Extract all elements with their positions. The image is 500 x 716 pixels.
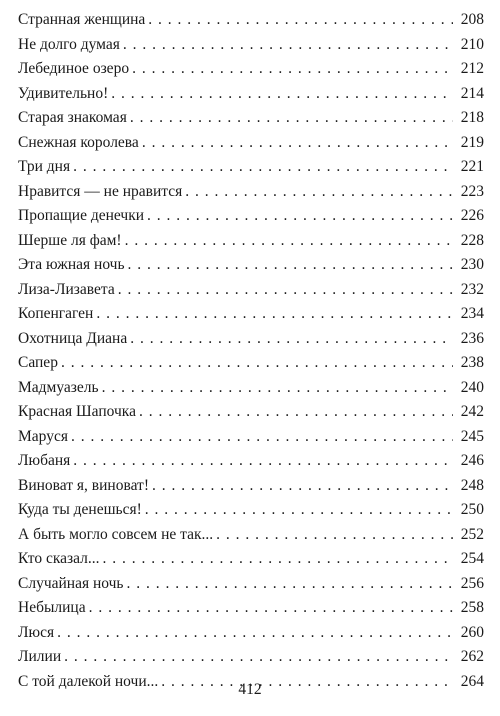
toc-entry-title: А быть могло совсем не так... <box>18 525 214 543</box>
toc-dot-leader <box>126 572 453 597</box>
toc-entry <box>18 229 484 254</box>
toc-entry-title: Любаня <box>18 452 71 469</box>
toc-entry-page: 254 <box>460 550 484 567</box>
toc-dot-leader <box>73 155 453 180</box>
toc-entry <box>18 474 484 499</box>
toc-dot-leader <box>103 547 454 572</box>
toc-entry-page: 238 <box>460 354 484 371</box>
toc-entry-page: 212 <box>460 60 484 77</box>
toc-entry-page: 214 <box>460 84 484 102</box>
toc-entry-page: 256 <box>460 574 484 592</box>
toc-entry-page: 208 <box>460 11 484 28</box>
toc-entry <box>18 572 484 597</box>
toc-entry <box>18 376 484 401</box>
toc-dot-leader <box>125 229 453 254</box>
toc-dot-leader <box>111 82 453 107</box>
toc-entry <box>18 155 484 180</box>
toc-dot-leader <box>71 425 453 450</box>
toc-entry <box>18 351 484 376</box>
toc-entry <box>18 33 484 58</box>
toc-entry-page: 252 <box>460 525 484 543</box>
toc-entry-title: Лебединое озеро <box>18 60 130 77</box>
toc-dot-leader <box>216 523 453 548</box>
toc-entry-title: Удивительно! <box>18 84 109 102</box>
toc-entry-page: 236 <box>460 329 484 347</box>
toc-dot-leader <box>145 498 453 523</box>
toc-entry-page: 248 <box>460 476 484 494</box>
toc-dot-leader <box>152 474 453 499</box>
toc-entry-title: Случайная ночь <box>18 574 124 592</box>
toc-entry <box>18 523 484 548</box>
toc-entry <box>18 131 484 156</box>
toc-entry-title: Красная Шапочка <box>18 403 136 420</box>
toc-entry-title: Не долго думая <box>18 35 120 53</box>
toc-entry-page: 221 <box>460 158 484 175</box>
toc-entry-page: 230 <box>460 256 484 273</box>
toc-entry <box>18 449 484 474</box>
toc-entry-title: Странная женщина <box>18 11 146 28</box>
toc-entry-title: Нравится — не нравится <box>18 182 183 200</box>
toc-entry-title: Мадмуазель <box>18 378 99 396</box>
toc-entry-page: 226 <box>460 207 484 224</box>
toc-dot-leader <box>64 645 453 670</box>
toc-entry-page: 219 <box>460 133 484 151</box>
page-number: 412 <box>238 681 262 698</box>
toc-entry-title: Кто сказал... <box>18 550 100 567</box>
toc-dot-leader <box>57 621 453 646</box>
toc-entry-title: Небылица <box>18 599 86 616</box>
toc-entry <box>18 204 484 229</box>
toc-entry-title: Старая знакомая <box>18 109 127 126</box>
toc-entry-page: 245 <box>460 427 484 445</box>
toc-entry-title: Снежная королева <box>18 133 139 151</box>
toc-entry-page: 240 <box>460 378 484 396</box>
toc-entry <box>18 82 484 107</box>
toc-entry <box>18 278 484 303</box>
toc-dot-leader <box>147 204 453 229</box>
toc-entry-page: 228 <box>460 231 484 249</box>
toc-dot-leader <box>128 253 453 278</box>
toc-entry-title: Три дня <box>18 158 71 175</box>
table-of-contents <box>18 8 484 694</box>
toc-entry-page: 262 <box>460 648 484 665</box>
toc-entry-page: 218 <box>460 109 484 126</box>
toc-entry-title: Шерше ля фам! <box>18 231 122 249</box>
toc-entry-page: 246 <box>460 452 484 469</box>
toc-entry-title: Лиза-Лизавета <box>18 280 115 298</box>
toc-entry-page: 234 <box>460 305 484 322</box>
toc-dot-leader <box>132 57 453 82</box>
toc-entry-page: 260 <box>460 623 484 641</box>
toc-entry-title: Люся <box>18 623 55 641</box>
toc-dot-leader <box>148 8 453 33</box>
toc-dot-leader <box>130 106 453 131</box>
toc-entry-title: Сапер <box>18 354 58 371</box>
toc-entry <box>18 498 484 523</box>
toc-dot-leader <box>118 278 453 303</box>
toc-entry <box>18 596 484 621</box>
toc-dot-leader <box>142 131 453 156</box>
toc-entry <box>18 57 484 82</box>
toc-entry-page: 210 <box>460 35 484 53</box>
toc-dot-leader <box>61 351 453 376</box>
toc-entry-page: 223 <box>460 182 484 200</box>
toc-entry-title: Лилии <box>18 648 62 665</box>
toc-entry-title: С той далекой ночи... <box>18 672 159 690</box>
toc-entry-page: 250 <box>460 501 484 518</box>
toc-dot-leader <box>89 596 453 621</box>
toc-dot-leader <box>185 180 453 205</box>
toc-entry <box>18 547 484 572</box>
toc-dot-leader <box>139 400 453 425</box>
toc-dot-leader <box>123 33 453 58</box>
toc-dot-leader <box>73 449 453 474</box>
toc-entry-page: 232 <box>460 280 484 298</box>
toc-entry-title: Виноват я, виноват! <box>18 476 149 494</box>
toc-entry-title: Копенгаген <box>18 305 94 322</box>
toc-dot-leader <box>130 327 453 352</box>
toc-entry <box>18 180 484 205</box>
toc-entry-title: Маруся <box>18 427 68 445</box>
toc-entry <box>18 327 484 352</box>
toc-entry-title: Эта южная ночь <box>18 256 125 273</box>
toc-entry <box>18 621 484 646</box>
toc-entry <box>18 8 484 33</box>
toc-entry <box>18 302 484 327</box>
toc-entry <box>18 106 484 131</box>
toc-entry-page: 258 <box>460 599 484 616</box>
toc-entry <box>18 400 484 425</box>
toc-entry <box>18 645 484 670</box>
toc-dot-leader <box>102 376 453 401</box>
toc-entry-page: 264 <box>460 672 484 690</box>
toc-entry-page: 242 <box>460 403 484 420</box>
toc-entry <box>18 253 484 278</box>
toc-entry-title: Пропащие денечки <box>18 207 145 224</box>
toc-entry <box>18 425 484 450</box>
toc-entry-title: Куда ты денешься! <box>18 501 142 518</box>
toc-dot-leader <box>96 302 453 327</box>
toc-entry-title: Охотница Диана <box>18 329 128 347</box>
